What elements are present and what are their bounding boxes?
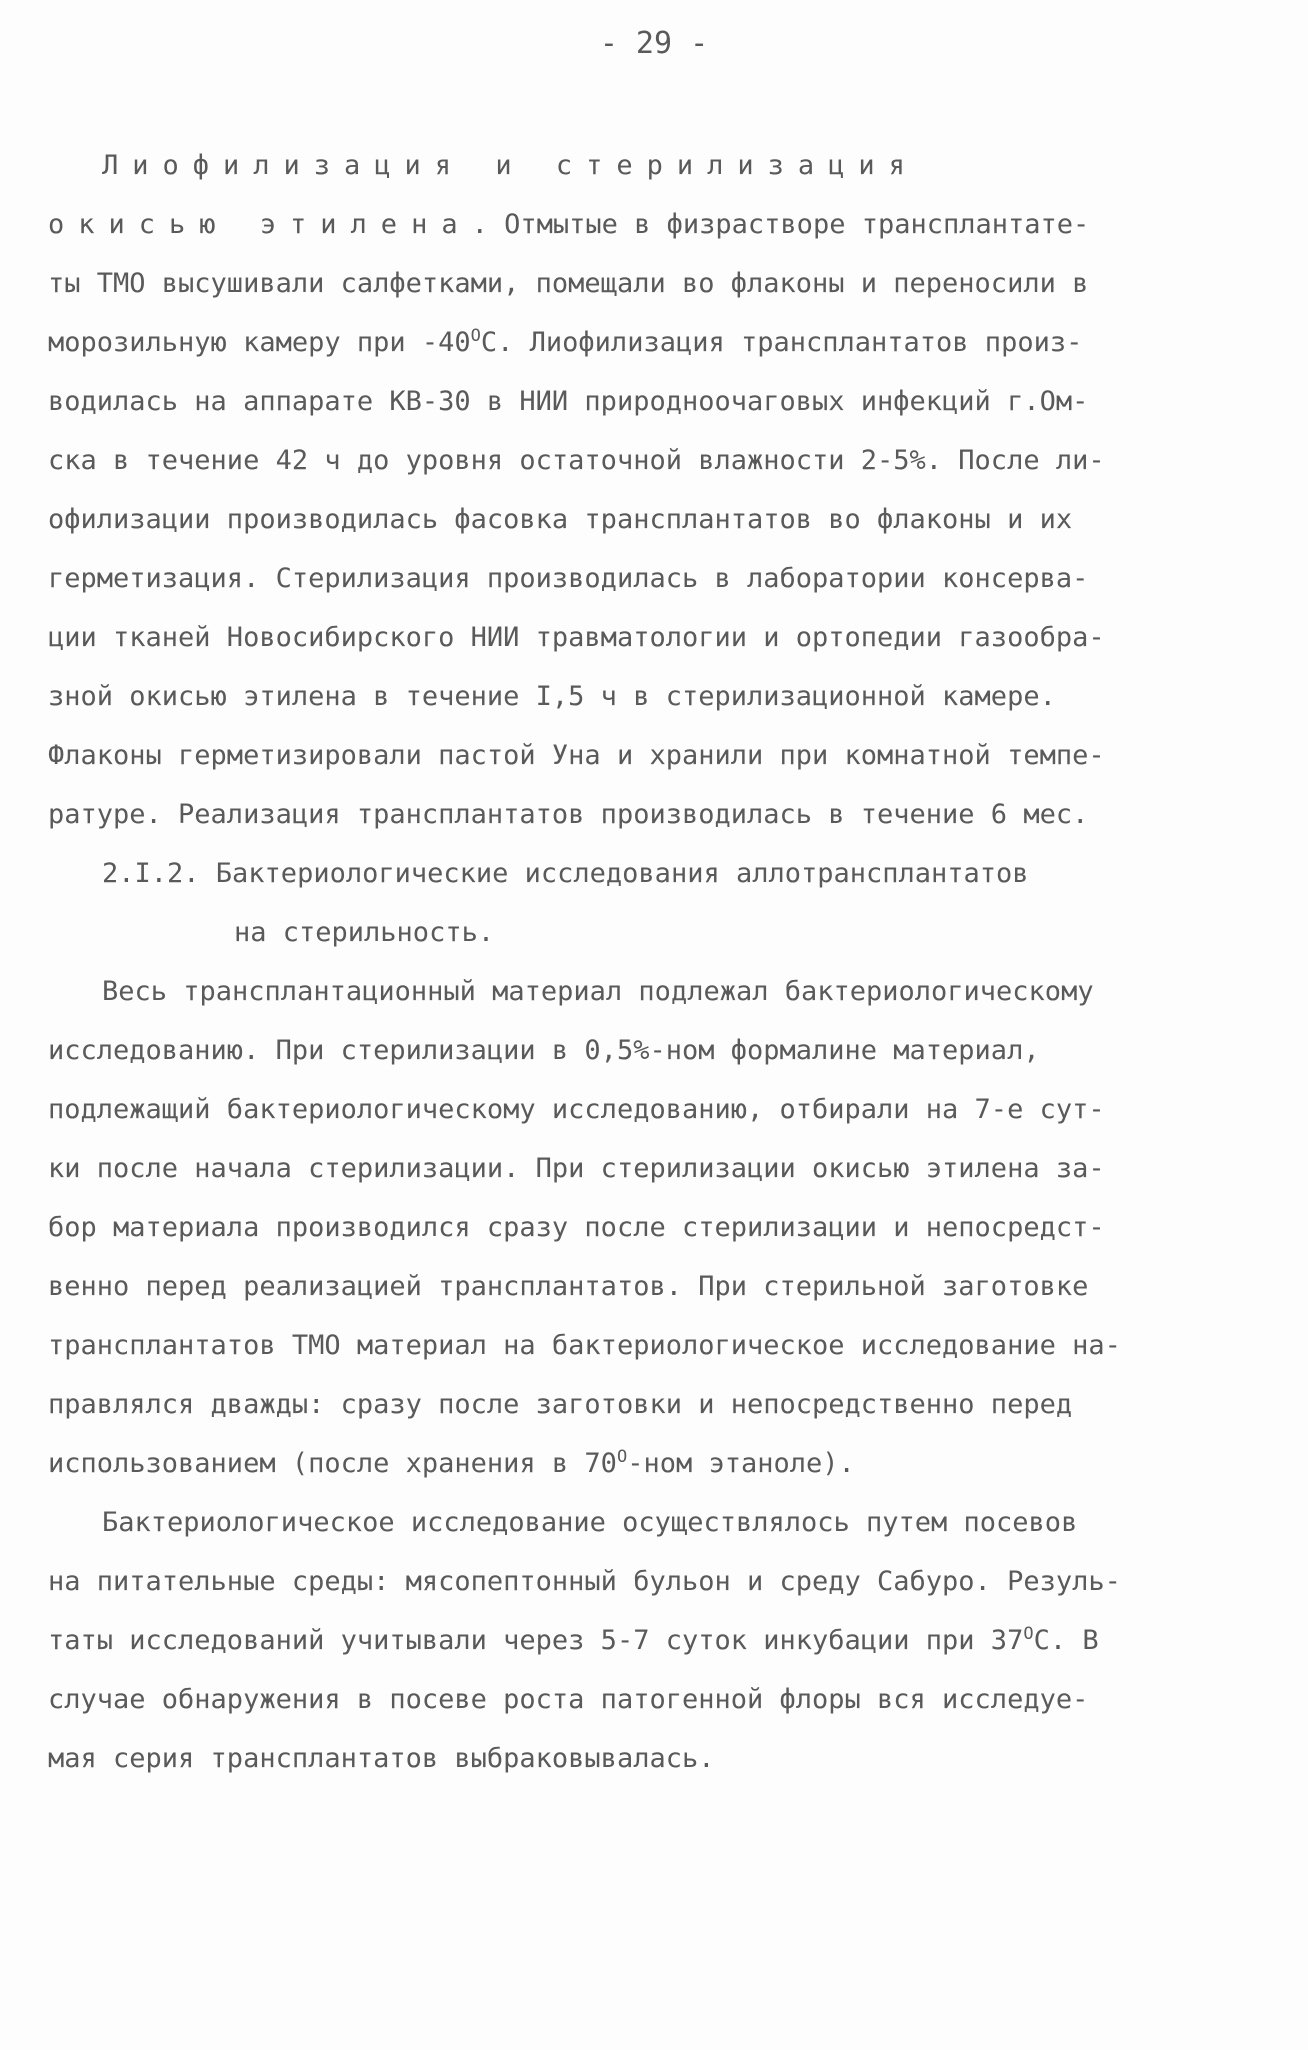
paragraph-line: ска в течение 42 ч до уровня остаточной влажности 2-5%. После ли- (48, 445, 1105, 476)
paragraph-line (48, 1434, 1268, 1493)
paragraph-line: мая серия трансплантатов выбраковывалась. (48, 1743, 715, 1774)
subsection-heading-continued: на стерильность. (234, 917, 495, 948)
paragraph-line: исследованию. При стерилизации в 0,5%-ном формалине материал, (48, 1035, 1040, 1066)
paragraph-text: таты исследований учитывали через 5-7 суток инкубации при 37 (48, 1625, 1024, 1656)
paragraph-line: ки после начала стерилизации. При стерилизации окисью этилена за- (48, 1153, 1105, 1184)
paragraph-line (48, 313, 1268, 372)
paragraph-line: трансплантатов ТМО материал на бактериологическое исследование на- (48, 1330, 1121, 1361)
paragraph-line: Весь трансплантационный материал подлежал бактериологическому (102, 976, 1094, 1007)
paragraph-line: правлялся дважды: сразу после заготовки и непосредственно перед (48, 1389, 1073, 1420)
paragraph-text: С. В (1033, 1625, 1099, 1656)
paragraph-line: ции тканей Новосибирского НИИ травматологии и ортопедии газообра- (48, 622, 1105, 653)
degree-sign: O (470, 326, 481, 346)
paragraph-text: С. Лиофилизация трансплантатов произ- (480, 327, 1083, 358)
paragraph-text: использованием (после хранения в 70 (48, 1448, 617, 1479)
paragraph-line: на питательные среды: мясопептонный бульон и среду Сабуро. Резуль- (48, 1566, 1121, 1597)
paragraph-line: Флаконы герметизировали пастой Уна и хранили при комнатной темпе- (48, 740, 1105, 771)
paragraph-text: . Отмытые в физрастворе трансплантате- (471, 209, 1090, 240)
section-title-ethylene-oxide: окисью этилена (48, 209, 472, 240)
paragraph-line: ратуре. Реализация трансплантатов производилась в течение 6 мес. (48, 799, 1089, 830)
degree-sign: O (1023, 1624, 1034, 1644)
paragraph-text: -ном этаноле). (627, 1448, 855, 1479)
paragraph-text: морозильную камеру при -40 (48, 327, 471, 358)
paragraph-line (48, 195, 1268, 254)
paragraph-line: венно перед реализацией трансплантатов. При стерильной заготовке (48, 1271, 1089, 1302)
paragraph-line: зной окисью этилена в течение I,5 ч в стерилизационной камере. (48, 681, 1056, 712)
paragraph-line: Бактериологическое исследование осуществлялось путем посевов (102, 1507, 1078, 1538)
subsection-heading: 2.I.2. Бактериологические исследования аллотрансплантатов (102, 858, 1029, 889)
paragraph-line: офилизации производилась фасовка трансплантатов во флаконы и их (48, 504, 1073, 535)
paragraph-line: ты ТМО высушивали салфетками, помещали во флаконы и переносили в (48, 268, 1089, 299)
section-title-lyophilization: Лиофилизация и стерилизация (102, 150, 919, 181)
paragraph-line: герметизация. Стерилизация производилась в лаборатории консерва- (48, 563, 1089, 594)
paragraph-line: случае обнаружения в посеве роста патогенной флоры вся исследуе- (48, 1684, 1089, 1715)
paragraph-line (48, 1611, 1268, 1670)
degree-sign: O (616, 1447, 628, 1467)
paragraph-line: бор материала производился сразу после стерилизации и непосредст- (48, 1212, 1105, 1243)
page-number: - 29 - (599, 26, 709, 61)
body-text (48, 136, 1268, 1788)
paragraph-line: водилась на аппарате КВ-30 в НИИ природноочаговых инфекций г.Ом- (48, 386, 1089, 417)
paragraph-line: подлежащий бактериологическому исследованию, отбирали на 7-е сут- (48, 1094, 1105, 1125)
